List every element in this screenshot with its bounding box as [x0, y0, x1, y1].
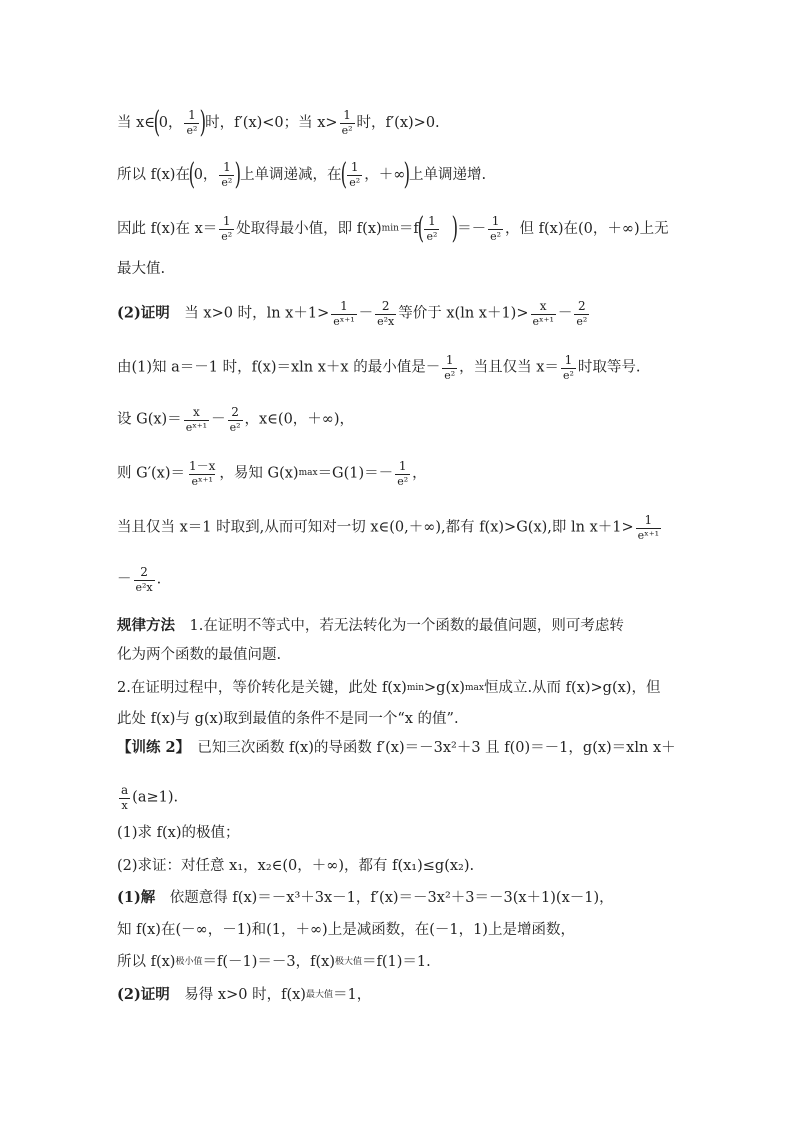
text: (1)求 f(x)的极值； [117, 825, 240, 841]
numerator: 2 [231, 405, 239, 419]
paren-open: ( [340, 157, 347, 192]
text: 当 x∈ [117, 114, 156, 131]
text: － [117, 571, 132, 588]
fraction [119, 784, 130, 811]
fraction [424, 215, 439, 242]
numerator: 1 [223, 160, 231, 175]
denominator: x [121, 798, 128, 812]
subscript: 极大值 [334, 956, 362, 967]
fraction [531, 300, 556, 327]
line-question-1 [117, 826, 240, 841]
subscript: max [298, 468, 318, 479]
numerator: 1 [350, 160, 359, 175]
denominator: e² [186, 124, 198, 138]
denominator: e² [444, 368, 456, 382]
denominator: eˣ⁺¹ [185, 420, 208, 434]
denominator: e² [426, 230, 438, 244]
paren-close: ) [403, 157, 411, 192]
numerator: 1 [491, 214, 500, 229]
denominator: eˣ⁺¹ [191, 474, 213, 488]
fraction [442, 354, 457, 381]
text: 则 G′(x)＝ [117, 465, 185, 482]
text: . [156, 571, 162, 588]
subscript: min [381, 223, 399, 234]
fraction [340, 109, 355, 136]
line-proof-2 [117, 988, 371, 1003]
line-solution-1 [117, 891, 614, 906]
denominator: e² [562, 368, 574, 382]
text: 处取得最小值，即 f(x) [236, 220, 382, 237]
line-method-1-cont [117, 648, 281, 663]
denominator: eˣ⁺¹ [532, 314, 554, 328]
text: >g(x) [424, 680, 465, 696]
numerator: 2 [578, 299, 586, 313]
label-exercise: 【训练 2】 [117, 739, 183, 756]
text: 知 f(x)在(－∞，－1)和(1，＋∞)上是减函数，在(－1，1)上是增函数， [117, 922, 575, 938]
text: 由(1)知 a＝－1 时，f(x)＝xln x＋x 的最小值是－ [117, 359, 441, 376]
line-method-2 [117, 681, 660, 696]
text: 恒成立.从而 f(x)>g(x)，但 [483, 680, 661, 696]
text: 上单调递减，在 [240, 166, 342, 183]
text: 等价于 x(ln x＋1)> [398, 305, 529, 322]
line-from-part1 [117, 354, 640, 381]
text: ＝－ [457, 220, 487, 237]
text: － [211, 411, 226, 428]
text: 2.在证明过程中，等价转化是关键，此处 f(x) [117, 680, 407, 696]
numerator: 1 [445, 353, 454, 367]
fraction [228, 406, 243, 433]
text: 化为两个函数的最值问题. [117, 647, 282, 663]
text: ＝f(－1)＝－3，f(x) [202, 954, 335, 970]
denominator: e²x [377, 314, 395, 328]
line-monotonicity [117, 157, 487, 192]
denominator: e² [397, 474, 409, 488]
denominator: e² [349, 176, 361, 190]
line-no-maximum [117, 262, 165, 277]
line-minimum-value [117, 211, 669, 246]
line-exercise-2 [117, 741, 676, 756]
numerator: 1 [564, 353, 573, 367]
text: ，当且仅当 x＝ [459, 359, 559, 376]
paren-close: ) [234, 157, 242, 192]
numerator: 1 [340, 299, 348, 313]
numerator: 1 [428, 214, 436, 229]
text: (a≥1). [132, 789, 179, 806]
line-proof-equivalence [117, 300, 591, 327]
denominator: e² [221, 176, 233, 190]
subscript: 最大值 [305, 989, 333, 1000]
numerator: 1－x [188, 459, 216, 473]
text: ，＋∞ [364, 166, 406, 183]
fraction [561, 354, 576, 381]
text: 此处 f(x)与 g(x)取到最值的条件不是同一个“x 的值”. [117, 711, 459, 727]
fraction [219, 161, 234, 188]
label-proof: (2)证明 [117, 304, 170, 322]
fraction [347, 161, 362, 188]
line-method-2-cont [117, 712, 459, 727]
numerator: 2 [381, 299, 390, 313]
subscript: max [464, 682, 484, 693]
denominator: e² [490, 230, 502, 244]
numerator: x [192, 405, 200, 419]
line-conclusion [117, 514, 663, 541]
paren-open: ( [188, 157, 196, 192]
text: ＝G(1)＝－ [317, 465, 394, 482]
line-interval-derivative-sign [117, 105, 440, 140]
denominator: eˣ⁺¹ [333, 314, 355, 328]
fraction [184, 406, 209, 433]
text: 易得 x>0 时，f(x) [169, 987, 306, 1003]
denominator: e² [576, 314, 588, 328]
line-solution-3 [117, 955, 431, 970]
text: 上单调递增. [409, 166, 487, 183]
text: 最大值. [117, 261, 166, 277]
text: 1.在证明不等式中，若无法转化为一个函数的最值问题，则可考虑转 [175, 618, 624, 634]
numerator: x [539, 299, 547, 313]
fraction [395, 460, 410, 487]
line-define-G [117, 406, 354, 433]
text: ＝f(1)＝1. [362, 954, 431, 970]
numerator: 1 [644, 513, 653, 527]
text: ＝f [398, 220, 419, 237]
text: － [358, 305, 374, 322]
text: － [557, 305, 573, 322]
denominator: eˣ⁺¹ [637, 528, 660, 542]
subscript: 极小值 [175, 956, 203, 967]
fraction [574, 300, 589, 327]
text: 当 x>0 时，ln x＋1> [169, 305, 330, 322]
fraction [331, 300, 356, 327]
paren-close: ) [452, 211, 459, 246]
text: ＝1， [332, 987, 372, 1003]
text: 设 G(x)＝ [117, 411, 182, 428]
text: 当且仅当 x＝1 时取到,从而可知对一切 x∈(0,＋∞),都有 f(x)>G(x),即 ln x＋1> [117, 519, 634, 536]
text: 所以 f(x) [117, 954, 176, 970]
numerator: 1 [343, 108, 351, 123]
label-solution: (1)解 [117, 889, 156, 906]
numerator: 1 [188, 108, 196, 123]
fraction [488, 215, 503, 242]
subscript: min [406, 682, 425, 693]
numerator: a [121, 783, 129, 797]
numerator: 1 [222, 214, 231, 229]
fraction [184, 109, 199, 136]
fraction [187, 460, 217, 487]
line-conclusion-cont [117, 566, 161, 593]
text: ，易知 G(x) [219, 465, 299, 482]
line-G-derivative [117, 460, 427, 487]
paren-close: ) [200, 105, 207, 140]
text: 0， [193, 166, 218, 183]
denominator: e² [341, 124, 353, 138]
line-solution-2 [117, 923, 575, 938]
text: 已知三次函数 f(x)的导函数 f′(x)＝－3x²＋3 且 f(0)＝－1，g(x)＝xln x＋ [182, 740, 676, 756]
line-question-2 [117, 859, 474, 874]
fraction [219, 215, 234, 242]
text: (2)求证：对任意 x₁，x₂∈(0，＋∞)，都有 f(x₁)≤g(x₂). [117, 858, 475, 874]
paren-open: ( [417, 211, 424, 246]
paren-open: ( [153, 105, 161, 140]
numerator: 2 [140, 565, 148, 579]
denominator: e²x [135, 580, 153, 594]
text: 时，f′(x)<0；当 x> [205, 114, 338, 131]
label-method: 规律方法 [117, 617, 175, 634]
text: 0， [158, 114, 183, 131]
text: 依题意得 f(x)＝－x³＋3x－1，f′(x)＝－3x²＋3＝－3(x＋1)(x－1)， [155, 890, 614, 906]
fraction [375, 300, 396, 327]
text: 因此 f(x)在 x＝ [117, 220, 218, 237]
text: 时，f′(x)>0. [356, 114, 440, 131]
line-exercise-2-cont [117, 784, 178, 811]
fraction [134, 566, 155, 593]
denominator: e² [229, 420, 241, 434]
text: ，x∈(0，＋∞)， [244, 411, 355, 428]
fraction [636, 514, 661, 541]
label-proof: (2)证明 [117, 986, 170, 1003]
text: 时取等号. [577, 359, 641, 376]
denominator: e² [221, 230, 233, 244]
line-method-1 [117, 619, 624, 634]
numerator: 1 [398, 459, 407, 473]
text: ，但 f(x)在(0，＋∞)上无 [505, 220, 669, 237]
text: ， [412, 465, 427, 482]
text: 所以 f(x)在 [117, 166, 190, 183]
